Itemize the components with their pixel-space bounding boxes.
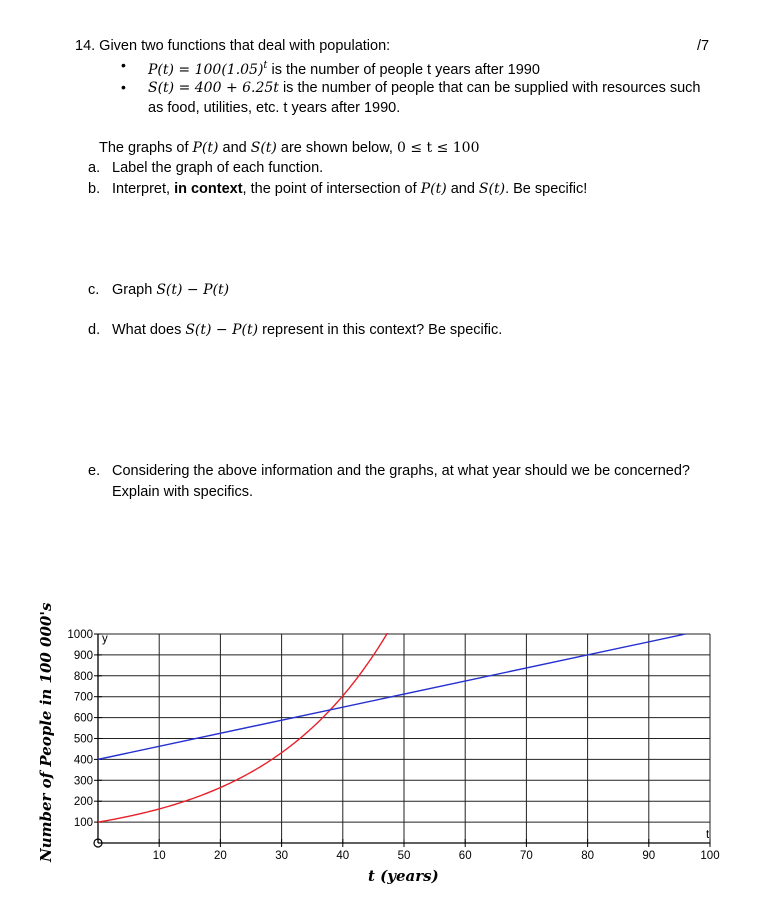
s-description: is the number of people that can be supplied with resources such (278, 80, 701, 96)
part-b-label: b. (88, 181, 101, 197)
y-axis-marker: y (102, 633, 108, 645)
part-a-text: Label the graph of each function. (112, 160, 324, 176)
x-tick-label: 100 (700, 850, 720, 862)
part-b-s: S(t) (478, 181, 506, 197)
graphs-and: and (218, 140, 251, 156)
part-b-p: P(t) (420, 181, 447, 197)
y-tick-label: 100 (73, 817, 93, 830)
graphs-s: S(t) (250, 140, 277, 156)
part-e-label: e. (88, 463, 101, 479)
x-tick-label: 90 (642, 850, 656, 862)
y-tick-label: 200 (73, 796, 93, 809)
p-formula: P(t) = 100(1.05) (148, 61, 264, 78)
part-c-math: S(t) − P(t) (156, 282, 230, 298)
part-c-label: c. (88, 282, 100, 298)
graphs-p: P(t) (192, 140, 219, 156)
x-axis-marker: t (706, 829, 710, 841)
x-tick-label: 40 (336, 850, 350, 862)
chart-grid (98, 634, 710, 843)
question-points: /7 (697, 38, 710, 54)
y-tick-label: 600 (73, 712, 93, 725)
part-d-text-1: What does (112, 322, 186, 338)
x-tick-label: 60 (458, 850, 472, 862)
x-tick-label: 70 (520, 850, 533, 862)
part-e-text-2: Explain with specifics. (112, 484, 254, 500)
x-tick-label: 80 (581, 850, 594, 862)
y-tick-label: 800 (73, 670, 93, 683)
x-tick-label: 30 (275, 850, 288, 862)
part-b-and: and (446, 181, 479, 197)
bullet-dot: • (121, 57, 126, 73)
part-d-math: S(t) − P(t) (185, 322, 259, 338)
part-e-text-1: Considering the above information and the graphs, at what year should we be concerned? (112, 463, 690, 479)
graphs-text-b: are shown below, (276, 140, 397, 156)
p-description: is the number of people t years after 1990 (267, 61, 540, 78)
y-tick-label: 500 (73, 733, 93, 746)
bullet-s-continuation: as food, utilities, etc. t years after 1990. (148, 100, 401, 116)
y-tick-label: 900 (73, 649, 93, 662)
x-tick-label: 10 (152, 850, 166, 862)
part-b-text-2: , the point of intersection of (242, 181, 421, 197)
bullet-dot: • (121, 79, 126, 95)
x-tick-label: 20 (214, 850, 227, 862)
part-b-text-1: Interpret, (112, 181, 175, 197)
x-axis-title: t (years) (368, 867, 439, 885)
graphs-range: 0 ≤ t ≤ 100 (396, 140, 480, 156)
part-b-text-3: . Be specific! (505, 181, 588, 197)
chart-series (98, 603, 686, 822)
series-p-curve (98, 603, 404, 822)
y-axis-title: Number of People in 100 000's (37, 602, 55, 862)
p-exponent: t (263, 60, 268, 71)
question-prompt: 14. Given two functions that deal with population: (75, 38, 391, 54)
part-d-text-2: represent in this context? Be specific. (258, 322, 503, 338)
part-a-label: a. (88, 160, 101, 176)
part-b-bold: in context (174, 181, 243, 197)
s-formula: S(t) = 400 + 6.25t (148, 80, 279, 96)
y-tick-label: 400 (73, 754, 93, 767)
y-tick-label: 1000 (67, 629, 93, 641)
part-d-label: d. (88, 322, 101, 338)
part-c-text-1: Graph (112, 282, 157, 298)
y-tick-label: 700 (73, 691, 93, 704)
x-tick-label: 50 (397, 850, 411, 862)
y-tick-label: 300 (73, 775, 93, 788)
graphs-text-a: The graphs of (99, 140, 193, 156)
